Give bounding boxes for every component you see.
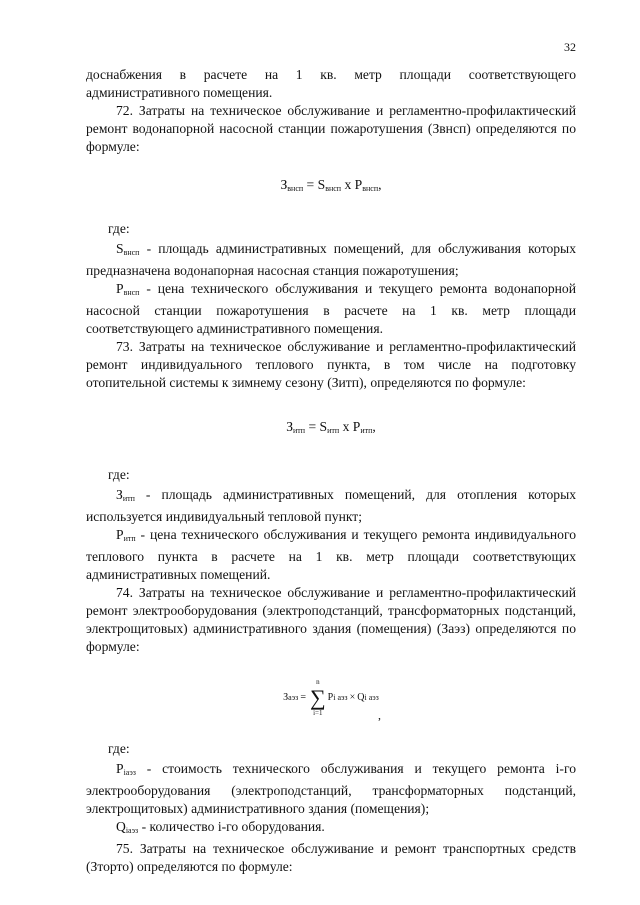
definition-73-s: $З_{итп}$ - площадь административных помещений, для отопления которых используется индивидуальный тепловой пункт; — [86, 487, 576, 524]
where-label-3: где: — [108, 741, 130, 756]
paragraph-72: 72. Затраты на техническое обслуживание и регламентно-профилактический ремонт водонапорной насосной станции пожаротушения (Звнсп) определяются по формуле: — [86, 103, 576, 154]
paragraph-intro: доснабжения в расчете на 1 кв. метр площади соответствующего административного помещения. — [86, 67, 576, 100]
document-body — [86, 66, 576, 876]
definition-74-p: $P_{iаэз}$ - стоимость технического обслуживания и текущего ремонта i-го электрооборудования (электроподстанций, трансформаторных подстанций, электрощитовых) административного здания (помещения); — [86, 761, 576, 816]
definition-73-p: $P_{итп}$ - цена технического обслуживания и текущего ремонта индивидуального теплового пункта в расчете на 1 кв. метр площади соответствующих административных помещений. — [86, 527, 576, 582]
sum-symbol: n ∑ i=1 — [309, 678, 326, 717]
paragraph-75: 75. Затраты на техническое обслуживание и ремонт транспортных средств (Зторто) определяются по формуле: — [86, 841, 576, 874]
definition-72-p: $P_{внсп}$ - цена технического обслуживания и текущего ремонта водонапорной насосной станции пожаротушения в расчете на 1 кв. метр площади соответствующего административного помещения. — [86, 281, 576, 336]
formula-74: З аэз = n ∑ i=1 P i аэз × Q i аэз , — [283, 678, 381, 722]
definition-72-s: $S_{внсп}$ - площадь административных помещений, для обслуживания которых предназначена водонапорная насосная станция пожаротушения; — [86, 241, 576, 278]
where-label-2: где: — [108, 467, 130, 482]
paragraph-74: 74. Затраты на техническое обслуживание и регламентно-профилактический ремонт электрооборудования (электроподстанций, трансформаторных подстанций, электрощитовых) административного здания (помещения) (Заэз) определяются по формуле: — [86, 585, 576, 654]
definition-74-q: $Q_{iаэз}$ - количество i-го оборудования. — [116, 819, 325, 835]
formula-72: $З_{внсп} = S_{внсп}$ x $P_{внсп}$, — [280, 177, 382, 193]
paragraph-73: 73. Затраты на техническое обслуживание и регламентно-профилактический ремонт индивидуального теплового пункта, в том числе на подготовку отопительной системы к зимнему сезону (Зитп), определяются по формуле: — [86, 339, 576, 390]
page-number: 32 — [564, 40, 576, 54]
formula-73: $З_{итп} = S_{итп}$ x $P_{итп}$, — [286, 419, 376, 435]
where-label-1: где: — [108, 221, 130, 236]
